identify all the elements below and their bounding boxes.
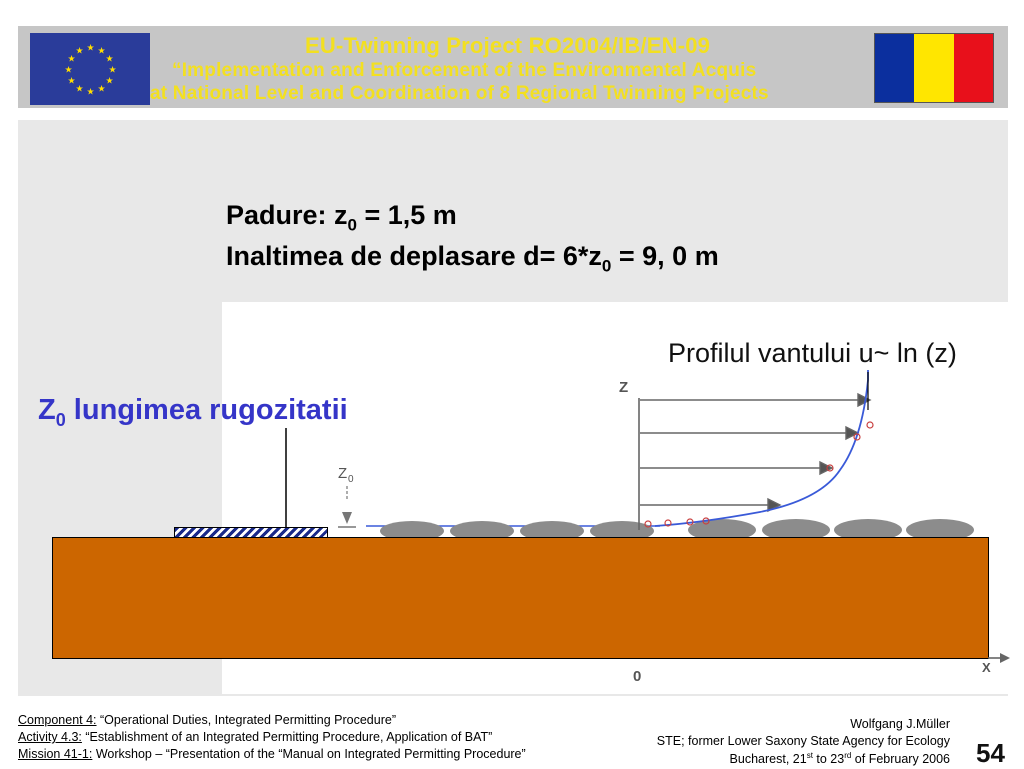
eu-star-icon: ★ <box>75 83 84 94</box>
forest-value: = 1,5 m <box>357 200 457 230</box>
wind-profile-label: Profilul vantului u~ ln (z) <box>668 338 957 368</box>
mission-label: Mission 41-1: <box>18 747 93 761</box>
displacement-label: Inaltimea de deplasare d= 6*z <box>226 241 602 271</box>
wind-profile-curve <box>655 370 868 526</box>
displacement-subscript: 0 <box>601 256 612 276</box>
eu-star-icon: ★ <box>97 45 106 56</box>
roughness-text: lungimea rugozitatii <box>65 394 348 426</box>
footer-affiliation: STE; former Lower Saxony State Agency for Ecology <box>656 734 950 748</box>
eu-star-icon: ★ <box>105 53 114 64</box>
profile-points <box>645 422 873 527</box>
project-subtitle-line1: “Implementation and Enforcement of the Environmental Acquis <box>172 60 757 81</box>
x-axis-label: X <box>982 660 991 675</box>
roughness-z: Z <box>38 394 56 426</box>
eu-star-icon: ★ <box>64 64 73 75</box>
z-axis-label: Z <box>619 379 629 396</box>
profile-point <box>867 422 873 428</box>
wind-arrow-head <box>820 462 832 474</box>
page-number: 54 <box>976 738 1005 768</box>
eu-star-icon: ★ <box>108 64 117 75</box>
activity-text: “Establishment of an Integrated Permitting Procedure, Application of BAT” <box>81 730 493 744</box>
forest-subscript: 0 <box>347 215 357 235</box>
footer-activity <box>18 730 492 744</box>
footer-mission <box>18 747 526 761</box>
eu-star-icon: ★ <box>97 83 106 94</box>
eu-star-icon: ★ <box>67 53 76 64</box>
z0-marker-label: Z <box>338 465 348 482</box>
eu-star-icon: ★ <box>75 45 84 56</box>
wind-speed-arrows <box>640 394 870 511</box>
z0-marker-arrow <box>342 512 352 524</box>
mission-text: Workshop – “Presentation of the “Manual on Integrated Permitting Procedure” <box>92 747 526 761</box>
footer-component <box>18 713 396 727</box>
eu-star-icon: ★ <box>86 42 95 53</box>
footer-date <box>730 751 950 766</box>
eu-star-icon: ★ <box>105 75 114 86</box>
date-sup-st: st <box>806 751 813 760</box>
project-title: EU-Twinning Project RO2004/IB/EN-09 <box>305 33 711 58</box>
project-subtitle-line2: at National Level and Coordination of 8 Regional Twinning Projects <box>150 83 769 104</box>
eu-star-icon: ★ <box>67 75 76 86</box>
component-text: “Operational Duties, Integrated Permitting Procedure” <box>96 713 396 727</box>
origin-label: 0 <box>633 668 642 685</box>
date-prefix: Bucharest, 21 <box>729 752 807 767</box>
date-sup-rd: rd <box>844 751 852 760</box>
activity-label: Activity 4.3: <box>18 730 82 744</box>
date-suffix: of February 2006 <box>851 752 950 767</box>
component-label: Component 4: <box>18 713 97 727</box>
footer-author: Wolfgang J.Müller <box>850 717 950 731</box>
forest-label: Padure: z <box>226 200 348 230</box>
z0-marker-subscript: 0 <box>348 474 354 485</box>
eu-star-icon: ★ <box>86 86 95 97</box>
date-mid: to 23 <box>812 752 845 767</box>
displacement-value: = 9, 0 m <box>611 241 719 271</box>
ground-surface <box>52 537 989 659</box>
roughness-subscript: 0 <box>55 409 66 430</box>
